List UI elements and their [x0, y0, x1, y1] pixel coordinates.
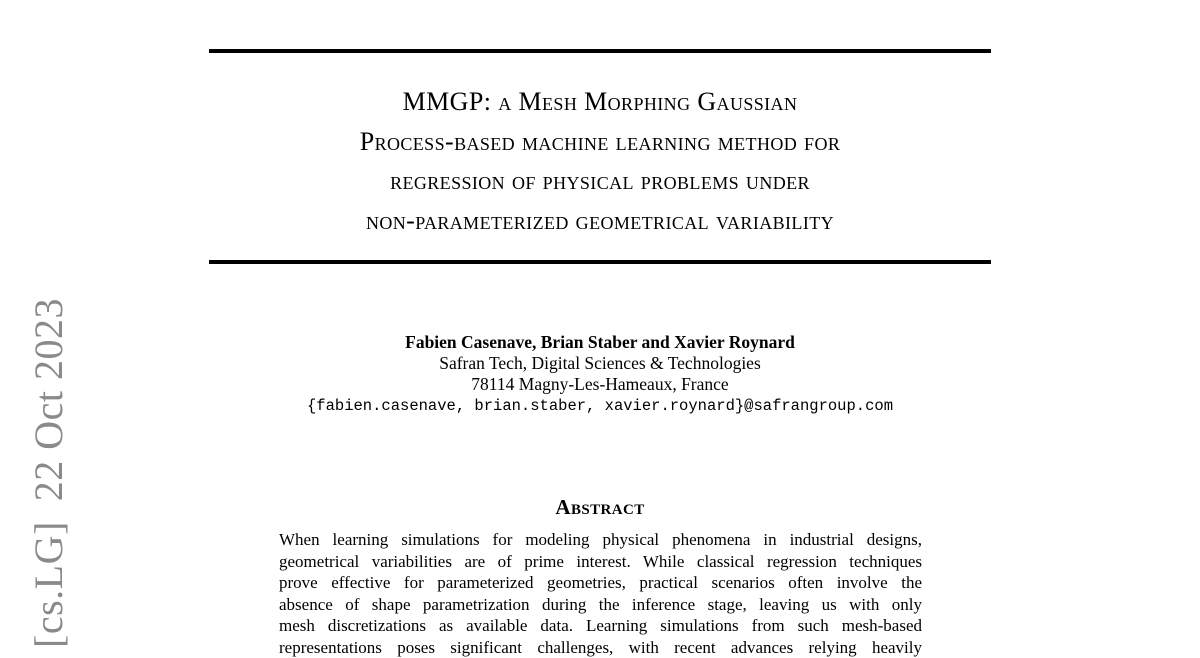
arxiv-stamp	[24, 298, 74, 648]
abstract-line: When learning simulations for modeling physical phenomena in industrial designs,	[279, 529, 922, 551]
title-line: Process-based machine learning method for	[209, 122, 991, 162]
title-bottom-rule	[209, 260, 991, 264]
title-top-rule	[209, 49, 991, 53]
abstract-body	[279, 529, 922, 658]
abstract-line: prove effective for parameterized geometries, practical scenarios often involve the	[279, 572, 922, 594]
author-email: {fabien.casenave, brian.staber, xavier.roynard}@safrangroup.com	[209, 395, 991, 418]
paper-title	[209, 82, 991, 240]
abstract-line: geometrical variabilities are of prime interest. While classical regression techniques	[279, 551, 922, 573]
arxiv-date: 22 Oct 2023	[24, 298, 74, 501]
title-line: MMGP: a Mesh Morphing Gaussian	[209, 82, 991, 122]
abstract-line: absence of shape parametrization during the inference stage, leaving us with only	[279, 594, 922, 616]
author-names: Fabien Casenave, Brian Staber and Xavier Roynard	[209, 332, 991, 353]
arxiv-category: [cs.LG]	[24, 521, 74, 648]
author-address: 78114 Magny-Les-Hameaux, France	[209, 374, 991, 395]
abstract-line: mesh discretizations as available data. Learning simulations from such mesh-based	[279, 615, 922, 637]
abstract-line: representations poses significant challenges, with recent advances relying heavily	[279, 637, 922, 658]
title-line: regression of physical problems under	[209, 161, 991, 201]
title-line: non-parameterized geometrical variability	[209, 201, 991, 241]
author-block	[209, 332, 991, 418]
abstract-heading: Abstract	[209, 495, 991, 520]
author-affiliation: Safran Tech, Digital Sciences & Technologies	[209, 353, 991, 374]
